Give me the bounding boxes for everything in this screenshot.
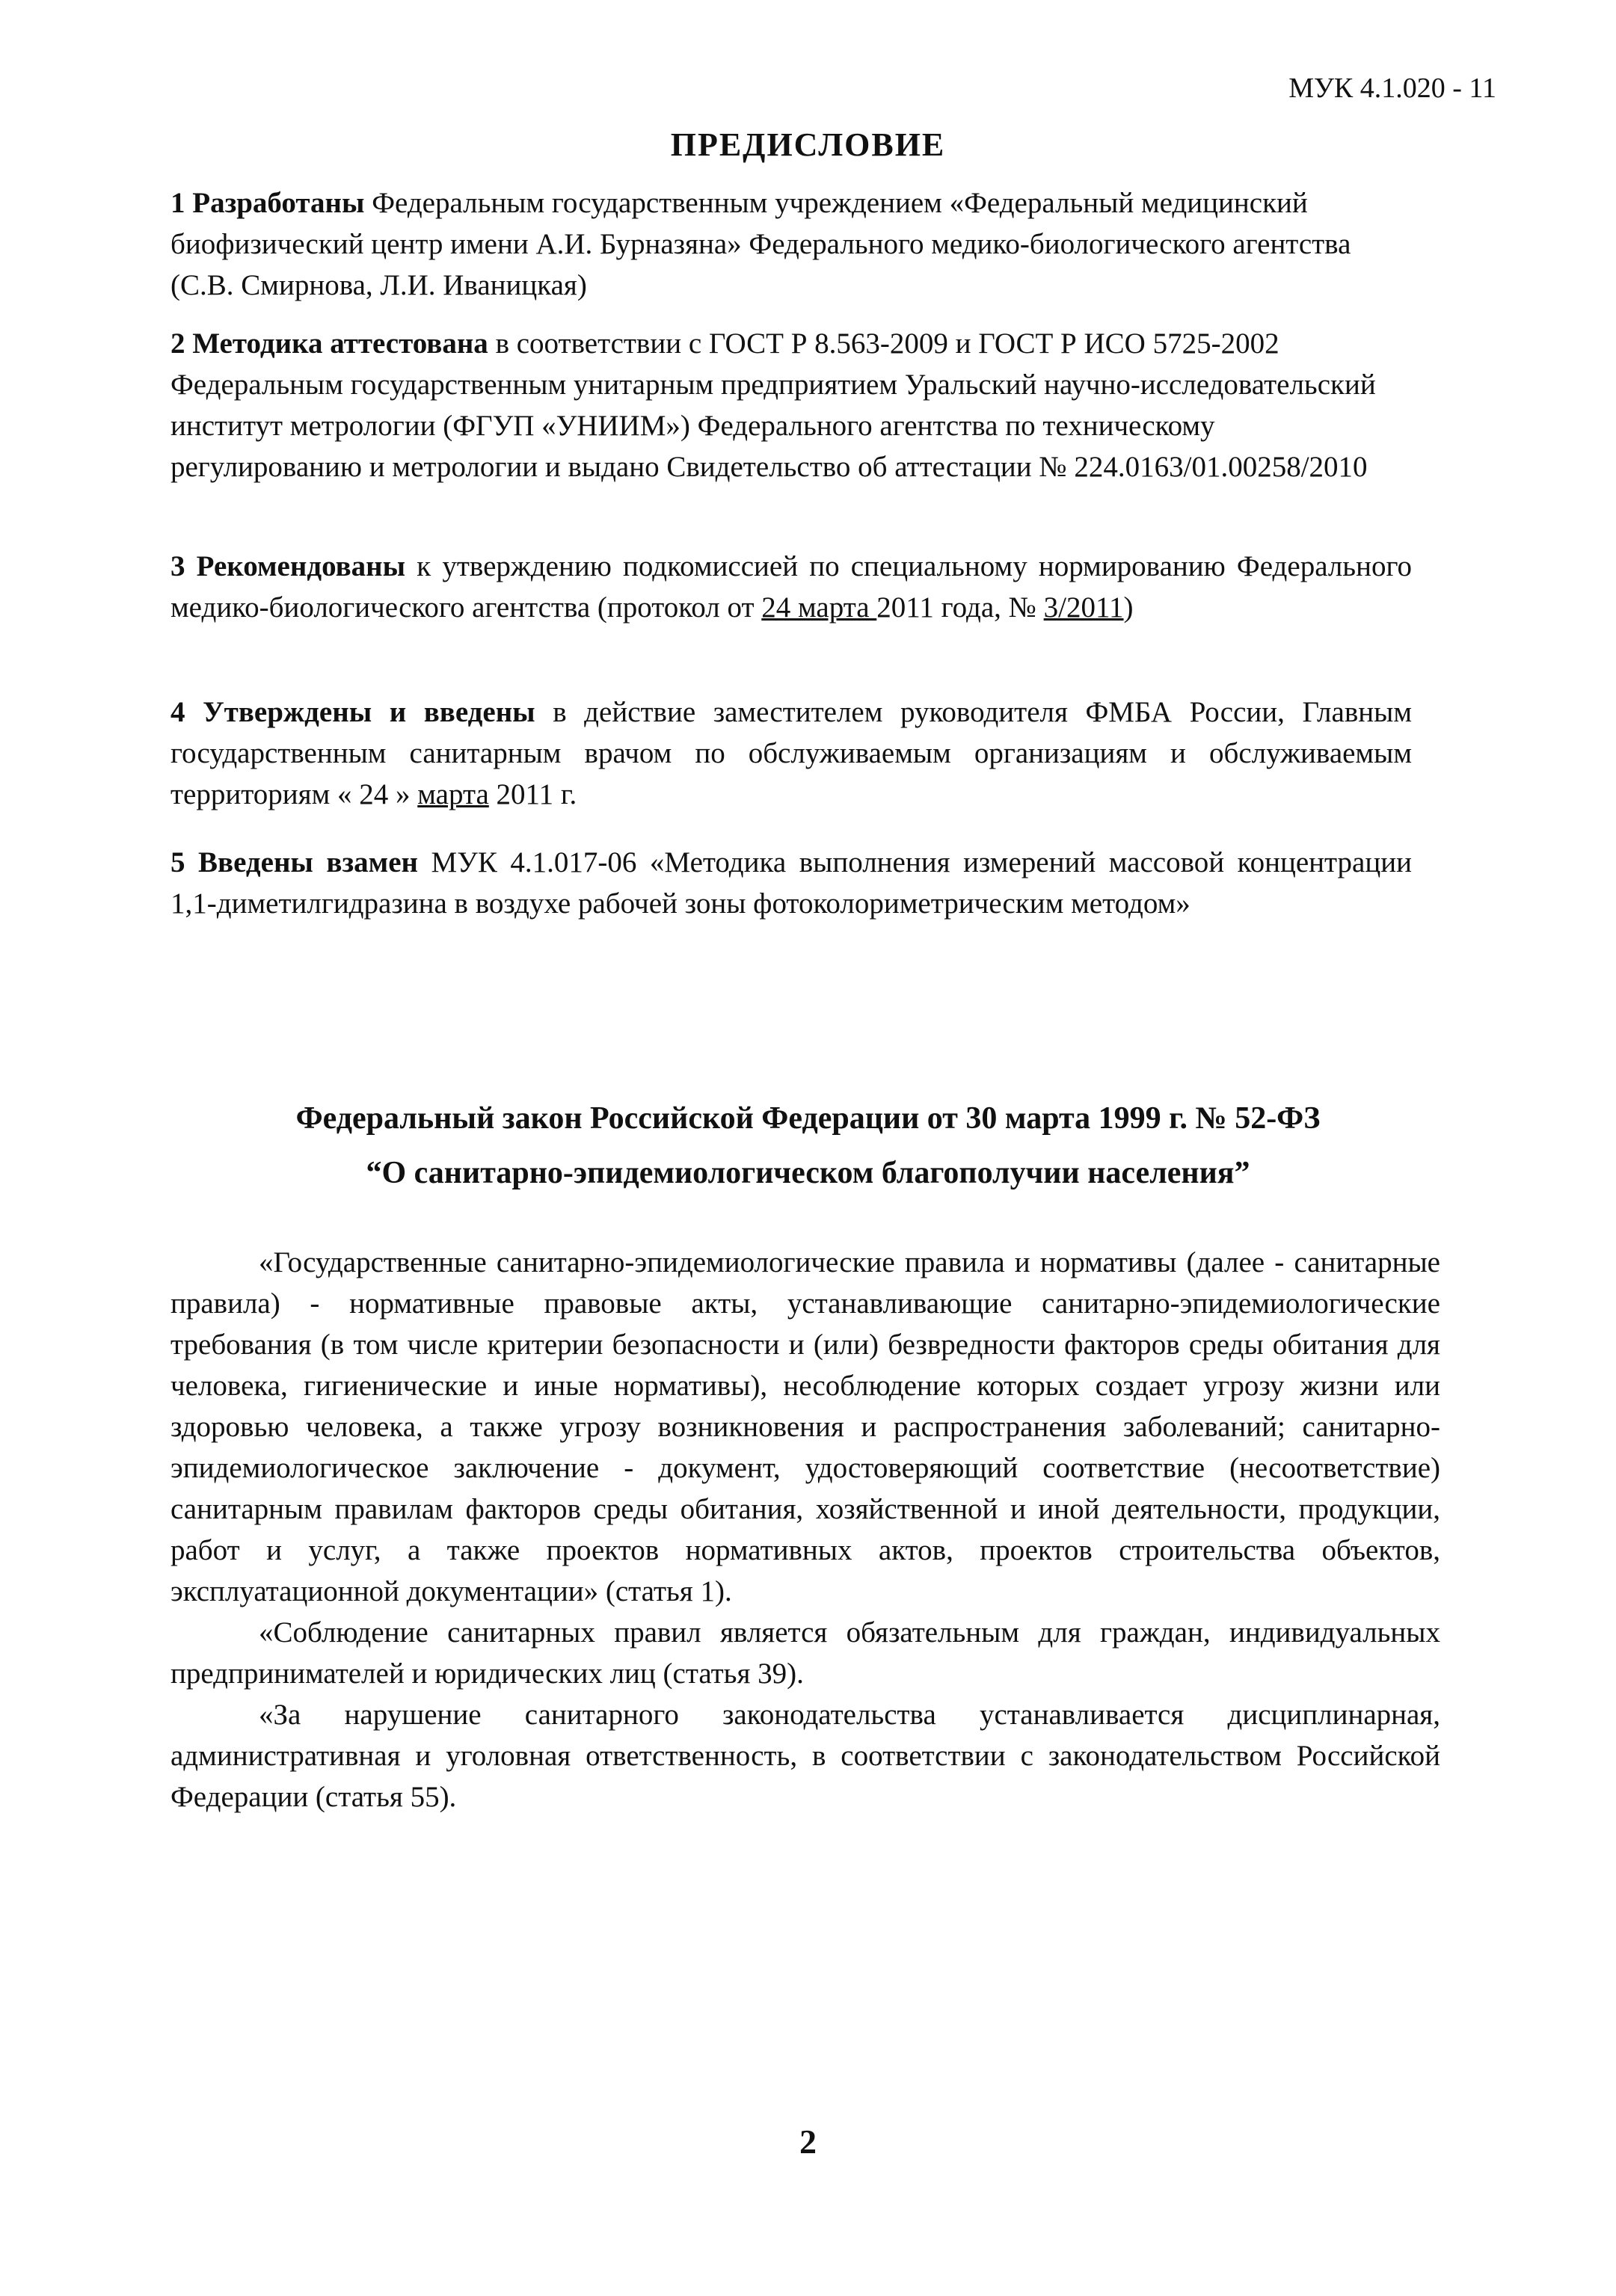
foreword-title: ПРЕДИСЛОВИЕ <box>670 126 946 163</box>
foreword-item-text: к утверждению подкомиссией по специальному нормированию Федерального медико-биологического агентства (протокол от <box>170 550 1412 624</box>
law-quotes <box>170 1242 1440 1818</box>
protocol-date: 24 марта <box>761 591 877 624</box>
page-number: 2 <box>799 2123 817 2161</box>
foreword-item-text: в соответствии с ГОСТ Р 8.563-2009 и ГОСТ Р ИСО 5725-2002 Федеральным государственным унитарным предприятием Уральский научно-исследовательский институт метрологии (ФГУП «УНИИМ») Федерального агентства по техническому регулированию и метрологии и выдано Свидетельство об аттестации № 224.0163/01.00258/2010 <box>170 327 1376 483</box>
foreword-item-4 <box>170 692 1412 815</box>
foreword-item-2 <box>170 323 1412 487</box>
foreword-item-5 <box>170 842 1412 924</box>
approval-month: марта <box>417 778 489 810</box>
foreword-item-text: МУК 4.1.017-06 «Методика выполнения измерений массовой концентрации 1,1-диметилгидразина в воздухе рабочей зоны фотоколориметрическим методом» <box>170 846 1412 920</box>
foreword-item-text: 2011 года, № <box>876 591 1044 624</box>
law-title: Федеральный закон Российской Федерации от 30 марта 1999 г. № 52-ФЗ <box>295 1101 1321 1136</box>
foreword-item-text: в действие заместителем руководителя ФМБА России, Главным государственным санитарным врачом по обслуживаемым организациям и обслуживаемым территориям « 24 » <box>170 696 1412 810</box>
law-quote-paragraph: «Соблюдение санитарных правил является обязательным для граждан, индивидуальных предпринимателей и юридических лиц (статья 39). <box>170 1616 1440 1690</box>
law-subtitle: “О санитарно-эпидемиологическом благополучии населения” <box>366 1156 1250 1190</box>
foreword-item-text: Федеральным государственным учреждением «Федеральный медицинский биофизический центр имени А.И. Бурназяна» Федерального медико-биологического агентства (С.В. Смирнова, Л.И. Иваницкая) <box>170 187 1351 301</box>
foreword-item-lead: 5 Введены взамен <box>170 846 418 878</box>
foreword-item-text: 2011 г. <box>488 778 577 810</box>
document-code: МУК 4.1.020 - 11 <box>1288 73 1496 104</box>
foreword-item-1 <box>170 182 1412 306</box>
foreword-item-lead: 2 Методика аттестована <box>170 327 488 360</box>
foreword-item-3 <box>170 546 1412 628</box>
foreword-item-text: ) <box>1123 591 1134 624</box>
law-quote-paragraph: «За нарушение санитарного законодательства устанавливается дисциплинарная, административная и уголовная ответственность, в соответствии с законодательством Российской Федерации (статья 55). <box>170 1699 1440 1813</box>
protocol-number: 3/2011 <box>1043 591 1124 624</box>
foreword-item-lead: 3 Рекомендованы <box>170 550 406 582</box>
law-quote-paragraph: «Государственные санитарно-эпидемиологические правила и нормативы (далее - санитарные правила) - нормативные правовые акты, устанавливающие санитарно-эпидемиологические требования (в том числе критерии безопасности и (или) безвредности факторов среды обитания для человека, гигиенические и иные нормативы), несоблюдение которых создает угрозу жизни или здоровью человека, а также угрозу возникновения и распространения заболеваний; санитарно-эпидемиологическое заключение - документ, удостоверяющий соответствие (несоответствие) санитарным правилам факторов среды обитания, хозяйственной и иной деятельности, продукции, работ и услуг, а также проектов нормативных актов, проектов строительства объектов, эксплуатационной документации» (статья 1). <box>170 1246 1440 1607</box>
foreword-item-lead: 4 Утверждены и введены <box>170 696 535 728</box>
foreword-item-lead: 1 Разработаны <box>170 187 365 219</box>
